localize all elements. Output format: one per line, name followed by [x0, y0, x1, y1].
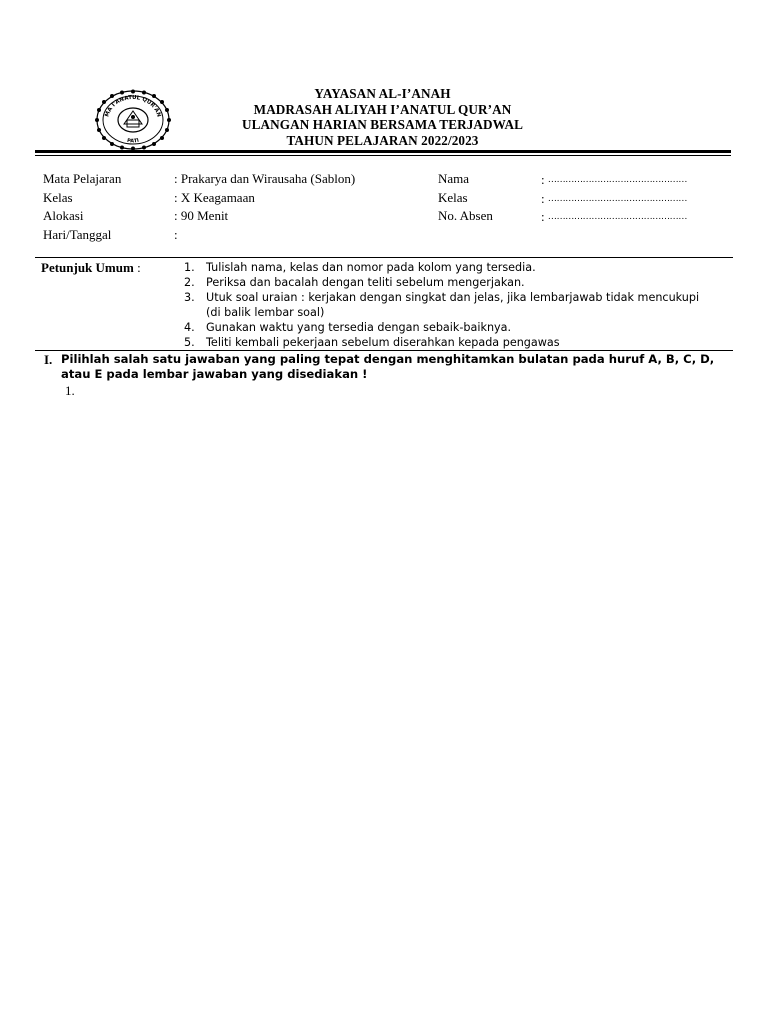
header-divider-thick: [35, 150, 731, 153]
list-item: [184, 275, 704, 290]
subject-value: : Prakarya dan Wirausaha (Sablon): [174, 171, 356, 186]
section-number: I.: [44, 352, 53, 367]
subject-label: Mata Pelajaran: [43, 171, 122, 186]
list-item: [184, 290, 704, 320]
student-number-field[interactable]: [541, 207, 687, 226]
student-name-label: Nama: [438, 171, 470, 186]
instruction-text: Periksa dan bacalah dengan teliti sebelum mengerjakan.: [206, 276, 525, 289]
logo-ring-text-bottom: PATI: [126, 137, 140, 145]
student-class-blank: …………………………………………: [547, 192, 688, 203]
school-name: MADRASAH ALIYAH I’ANATUL QUR’AN: [253, 101, 512, 117]
class-value: : X Keagamaan: [174, 189, 255, 205]
svg-text:PATI: [127, 138, 140, 145]
instruction-text: Gunakan waktu yang tersedia dengan sebaik-baiknya.: [206, 321, 512, 334]
instruction-text: Teliti kembali pekerjaan sebelum diserahkan kepada pengawas: [206, 336, 560, 349]
school-seal-logo-icon: [94, 89, 172, 151]
identity-values-left: [174, 170, 355, 244]
exam-title: ULANGAN HARIAN BERSAMA TERJADWAL: [241, 117, 524, 132]
instruction-number: 5.: [184, 336, 195, 349]
instructions-heading: [41, 260, 141, 275]
instruction-text: Tulislah nama, kelas dan nomor pada kolom yang tersedia.: [206, 261, 536, 274]
student-class-label: Kelas: [438, 189, 468, 205]
instruction-number: 2.: [184, 276, 195, 289]
svg-text:MA I'ANATUL QUR'AN: [104, 95, 161, 118]
academic-year: TAHUN PELAJARAN 2022/2023: [286, 132, 479, 148]
student-name-field[interactable]: [541, 170, 687, 189]
student-number-blank: …………………………………………: [547, 211, 688, 221]
identity-labels-left: [43, 170, 121, 244]
duration-label: Alokasi: [43, 208, 84, 223]
question-number-1: 1.: [65, 383, 75, 398]
identity-labels-right: [438, 170, 493, 226]
list-item: [184, 260, 704, 275]
student-class-field[interactable]: [541, 189, 687, 208]
date-label: Hari/Tanggal: [43, 226, 112, 242]
list-item: [184, 335, 704, 350]
duration-value: : 90 Menit: [174, 208, 229, 223]
identity-values-right: [541, 170, 687, 226]
section-text: Pilihlah salah satu jawaban yang paling tepat dengan menghitamkan bulatan pada huruf A, B, C, D, atau E pada lembar jawaban yang disediakan !: [61, 352, 715, 381]
student-number-label: No. Absen: [438, 208, 493, 223]
student-number-colon: :: [541, 209, 545, 224]
header-divider-thin: [35, 155, 731, 156]
date-value: :: [174, 226, 178, 242]
instructions-divider: [35, 350, 733, 351]
student-name-blank: …………………………………………: [547, 174, 688, 184]
instruction-text: Utuk soal uraian : kerjakan dengan singkat dan jelas, jika lembarjawab tidak mencukupi (di balik lembar soal): [206, 291, 700, 319]
instructions-label: Petunjuk Umum: [41, 260, 134, 275]
foundation-name: YAYASAN AL-I’ANAH: [314, 86, 451, 101]
instruction-number: 3.: [184, 291, 195, 304]
list-item: [184, 320, 704, 335]
instruction-number: 1.: [184, 261, 195, 274]
logo-ring-text-top: MA I'ANATUL QUR'AN: [104, 94, 162, 118]
student-class-colon: :: [541, 190, 545, 206]
exam-header: [180, 86, 585, 148]
instructions-colon: :: [133, 260, 141, 275]
instruction-number: 4.: [184, 321, 195, 334]
class-label: Kelas: [43, 189, 73, 205]
section-one-instruction: [44, 352, 734, 382]
identity-divider: [35, 257, 733, 258]
student-name-colon: :: [541, 172, 545, 187]
instructions-list: [184, 260, 704, 350]
